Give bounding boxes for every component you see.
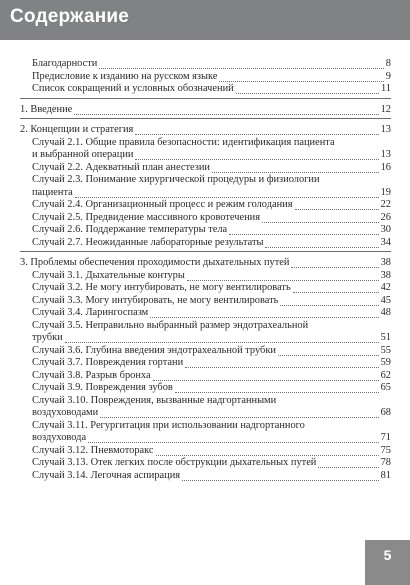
- leader-dots: [229, 233, 378, 235]
- toc-entry-page: 22: [380, 199, 391, 210]
- toc-entry-page: 81: [380, 469, 391, 481]
- toc-entry-page: 42: [380, 282, 391, 293]
- toc-entry-title: Случай 2.3. Понимание хирургической процедуры и физиологии: [32, 174, 320, 185]
- leader-dots: [262, 221, 379, 223]
- leader-dots: [185, 366, 378, 368]
- toc-entry-title: Случай 3.13. Отек легких после обструкции дыхательных путей: [32, 457, 317, 468]
- toc-entry-title: Случай 2.5. Предвидение массивного кровотечения: [32, 211, 260, 223]
- toc-entry-title: Случай 3.3. Могу интубировать, не могу вентилировать: [32, 294, 279, 306]
- toc-entry-title: Случай 3.10. Повреждения, вызванные надгортанными: [32, 394, 277, 406]
- toc-entry-title: 1. Введение: [20, 103, 73, 115]
- toc-entry[interactable]: [0, 257, 410, 270]
- leader-dots: [65, 341, 379, 343]
- toc-entry[interactable]: [0, 320, 410, 345]
- toc-entry-title: Случай 3.1. Дыхательные контуры: [32, 269, 185, 281]
- toc-entry-title: пациента: [32, 186, 73, 198]
- toc-entry[interactable]: [0, 137, 410, 162]
- leader-dots: [75, 196, 379, 198]
- toc-entry[interactable]: [0, 357, 410, 370]
- toc-entry[interactable]: [0, 295, 410, 308]
- leader-dots: [135, 133, 378, 135]
- section-divider: [20, 118, 391, 119]
- toc-entry-page: 19: [380, 186, 391, 198]
- toc-entry-page: 34: [380, 236, 391, 248]
- toc-entry-page: 12: [380, 103, 391, 115]
- leader-dots: [278, 354, 379, 356]
- toc-entry[interactable]: [0, 270, 410, 283]
- toc-entry-page: 65: [380, 382, 391, 393]
- toc-entry-page: 8: [385, 58, 391, 69]
- toc-entry[interactable]: [0, 162, 410, 175]
- toc-entry-page: 55: [380, 344, 391, 356]
- toc-entry-page: 48: [380, 307, 391, 318]
- toc-entry-page: 45: [380, 294, 391, 306]
- leader-dots: [293, 291, 379, 293]
- toc-entry-page: 59: [380, 357, 391, 368]
- section-divider: [20, 251, 391, 252]
- leader-dots: [291, 266, 378, 268]
- leader-dots: [236, 92, 379, 94]
- toc-entry[interactable]: [0, 224, 410, 237]
- toc-entry-page: 16: [380, 161, 391, 173]
- toc-entry-title: воздуховода: [32, 432, 87, 443]
- toc-entry-title: Случай 3.4. Ларингоспазм: [32, 307, 149, 318]
- leader-dots: [156, 454, 379, 456]
- leader-dots: [212, 171, 379, 173]
- toc-entry-page: 38: [380, 269, 391, 281]
- toc-entry-title: 2. Концепции и стратегия: [20, 124, 134, 135]
- toc-entry-title: трубки: [32, 332, 63, 343]
- leader-dots: [99, 67, 383, 69]
- leader-dots: [153, 379, 379, 381]
- toc-entry[interactable]: [0, 199, 410, 212]
- leader-dots: [187, 279, 379, 281]
- leader-dots: [219, 80, 383, 82]
- section-divider: [20, 98, 391, 99]
- toc-entry-page: 13: [380, 149, 391, 160]
- toc-entry-title: и выбранной операции: [32, 149, 134, 160]
- leader-dots: [182, 479, 379, 481]
- toc-entry[interactable]: [0, 382, 410, 395]
- toc-entry[interactable]: [0, 282, 410, 295]
- toc-entry-title: Случай 3.5. Неправильно выбранный размер эндотрахеальной: [32, 319, 309, 331]
- toc-entry-page: 26: [380, 211, 391, 223]
- toc-entry-title: Благодарности: [32, 58, 98, 69]
- toc-entry-title: Случай 2.4. Организационный процесс и режим голодания: [32, 199, 293, 210]
- toc-entry-title: Случай 3.6. Глубина введения эндотрахеальной трубки: [32, 344, 276, 356]
- toc-entry[interactable]: [0, 395, 410, 420]
- leader-dots: [175, 391, 379, 393]
- page-title: Содержание: [10, 6, 130, 27]
- toc-entry-page: 51: [380, 332, 391, 343]
- toc-entry[interactable]: [0, 104, 410, 117]
- toc-entry-title: 3. Проблемы обеспечения проходимости дыхательных путей: [20, 257, 290, 268]
- toc-entry[interactable]: [0, 71, 410, 84]
- leader-dots: [150, 316, 378, 318]
- toc-entry-page: 75: [380, 444, 391, 456]
- leader-dots: [280, 304, 378, 306]
- page-number: 5: [383, 547, 392, 563]
- toc-entry-page: 13: [380, 124, 391, 135]
- toc-entry[interactable]: [0, 345, 410, 358]
- toc-entry[interactable]: [0, 174, 410, 199]
- toc-entry[interactable]: [0, 212, 410, 225]
- toc-entry-title: Предисловие к изданию на русском языке: [32, 70, 218, 82]
- toc-entry[interactable]: [0, 470, 410, 483]
- toc-entry-title: Случай 3.7. Повреждения гортани: [32, 357, 184, 368]
- toc-entry[interactable]: [0, 124, 410, 137]
- leader-dots: [100, 416, 378, 418]
- toc-entry-title: Случай 3.8. Разрыв бронха: [32, 369, 151, 381]
- toc-entry[interactable]: [0, 370, 410, 383]
- toc-entry-title: Случай 2.6. Поддержание температуры тела: [32, 224, 228, 235]
- toc-entry[interactable]: [0, 307, 410, 320]
- toc-entry-page: 9: [385, 70, 391, 82]
- leader-dots: [88, 441, 379, 443]
- leader-dots: [265, 246, 378, 248]
- toc-entry-page: 78: [380, 457, 391, 468]
- leader-dots: [295, 208, 379, 210]
- toc-entry-title: Случай 3.12. Пневмоторакс: [32, 444, 154, 456]
- toc-entry-page: 30: [380, 224, 391, 235]
- toc-entry-title: Случай 2.2. Адекватный план анестезии: [32, 161, 210, 173]
- toc-entry[interactable]: [0, 237, 410, 250]
- toc-entry-title: Случай 3.11. Регургитация при использовании надгортанного: [32, 419, 305, 431]
- toc-entry-title: Случай 2.7. Неожиданные лабораторные результаты: [32, 236, 264, 248]
- leader-dots: [74, 113, 378, 115]
- toc-entry[interactable]: [0, 457, 410, 470]
- toc-entry-page: 11: [380, 83, 391, 94]
- toc-entry-title: воздуховодами: [32, 407, 99, 418]
- toc-entry-page: 62: [380, 369, 391, 381]
- leader-dots: [318, 466, 378, 468]
- toc-entry-title: Случай 3.14. Легочная аспирация: [32, 469, 181, 481]
- toc-entry-title: Случай 2.1. Общие правила безопасности: идентификация пациента: [32, 136, 335, 148]
- toc-entry-title: Список сокращений и условных обозначений: [32, 83, 234, 94]
- toc-entry-page: 38: [380, 257, 391, 268]
- toc-entry-title: Случай 3.2. Не могу интубировать, не могу вентилировать: [32, 282, 291, 293]
- leader-dots: [135, 158, 378, 160]
- toc-entry-page: 68: [380, 407, 391, 418]
- toc-entry[interactable]: [0, 420, 410, 445]
- toc-entry-page: 71: [380, 432, 391, 443]
- toc-entry[interactable]: [0, 83, 410, 96]
- toc-entry[interactable]: [0, 445, 410, 458]
- toc-entry[interactable]: [0, 58, 410, 71]
- toc-entry-title: Случай 3.9. Повреждения зубов: [32, 382, 173, 393]
